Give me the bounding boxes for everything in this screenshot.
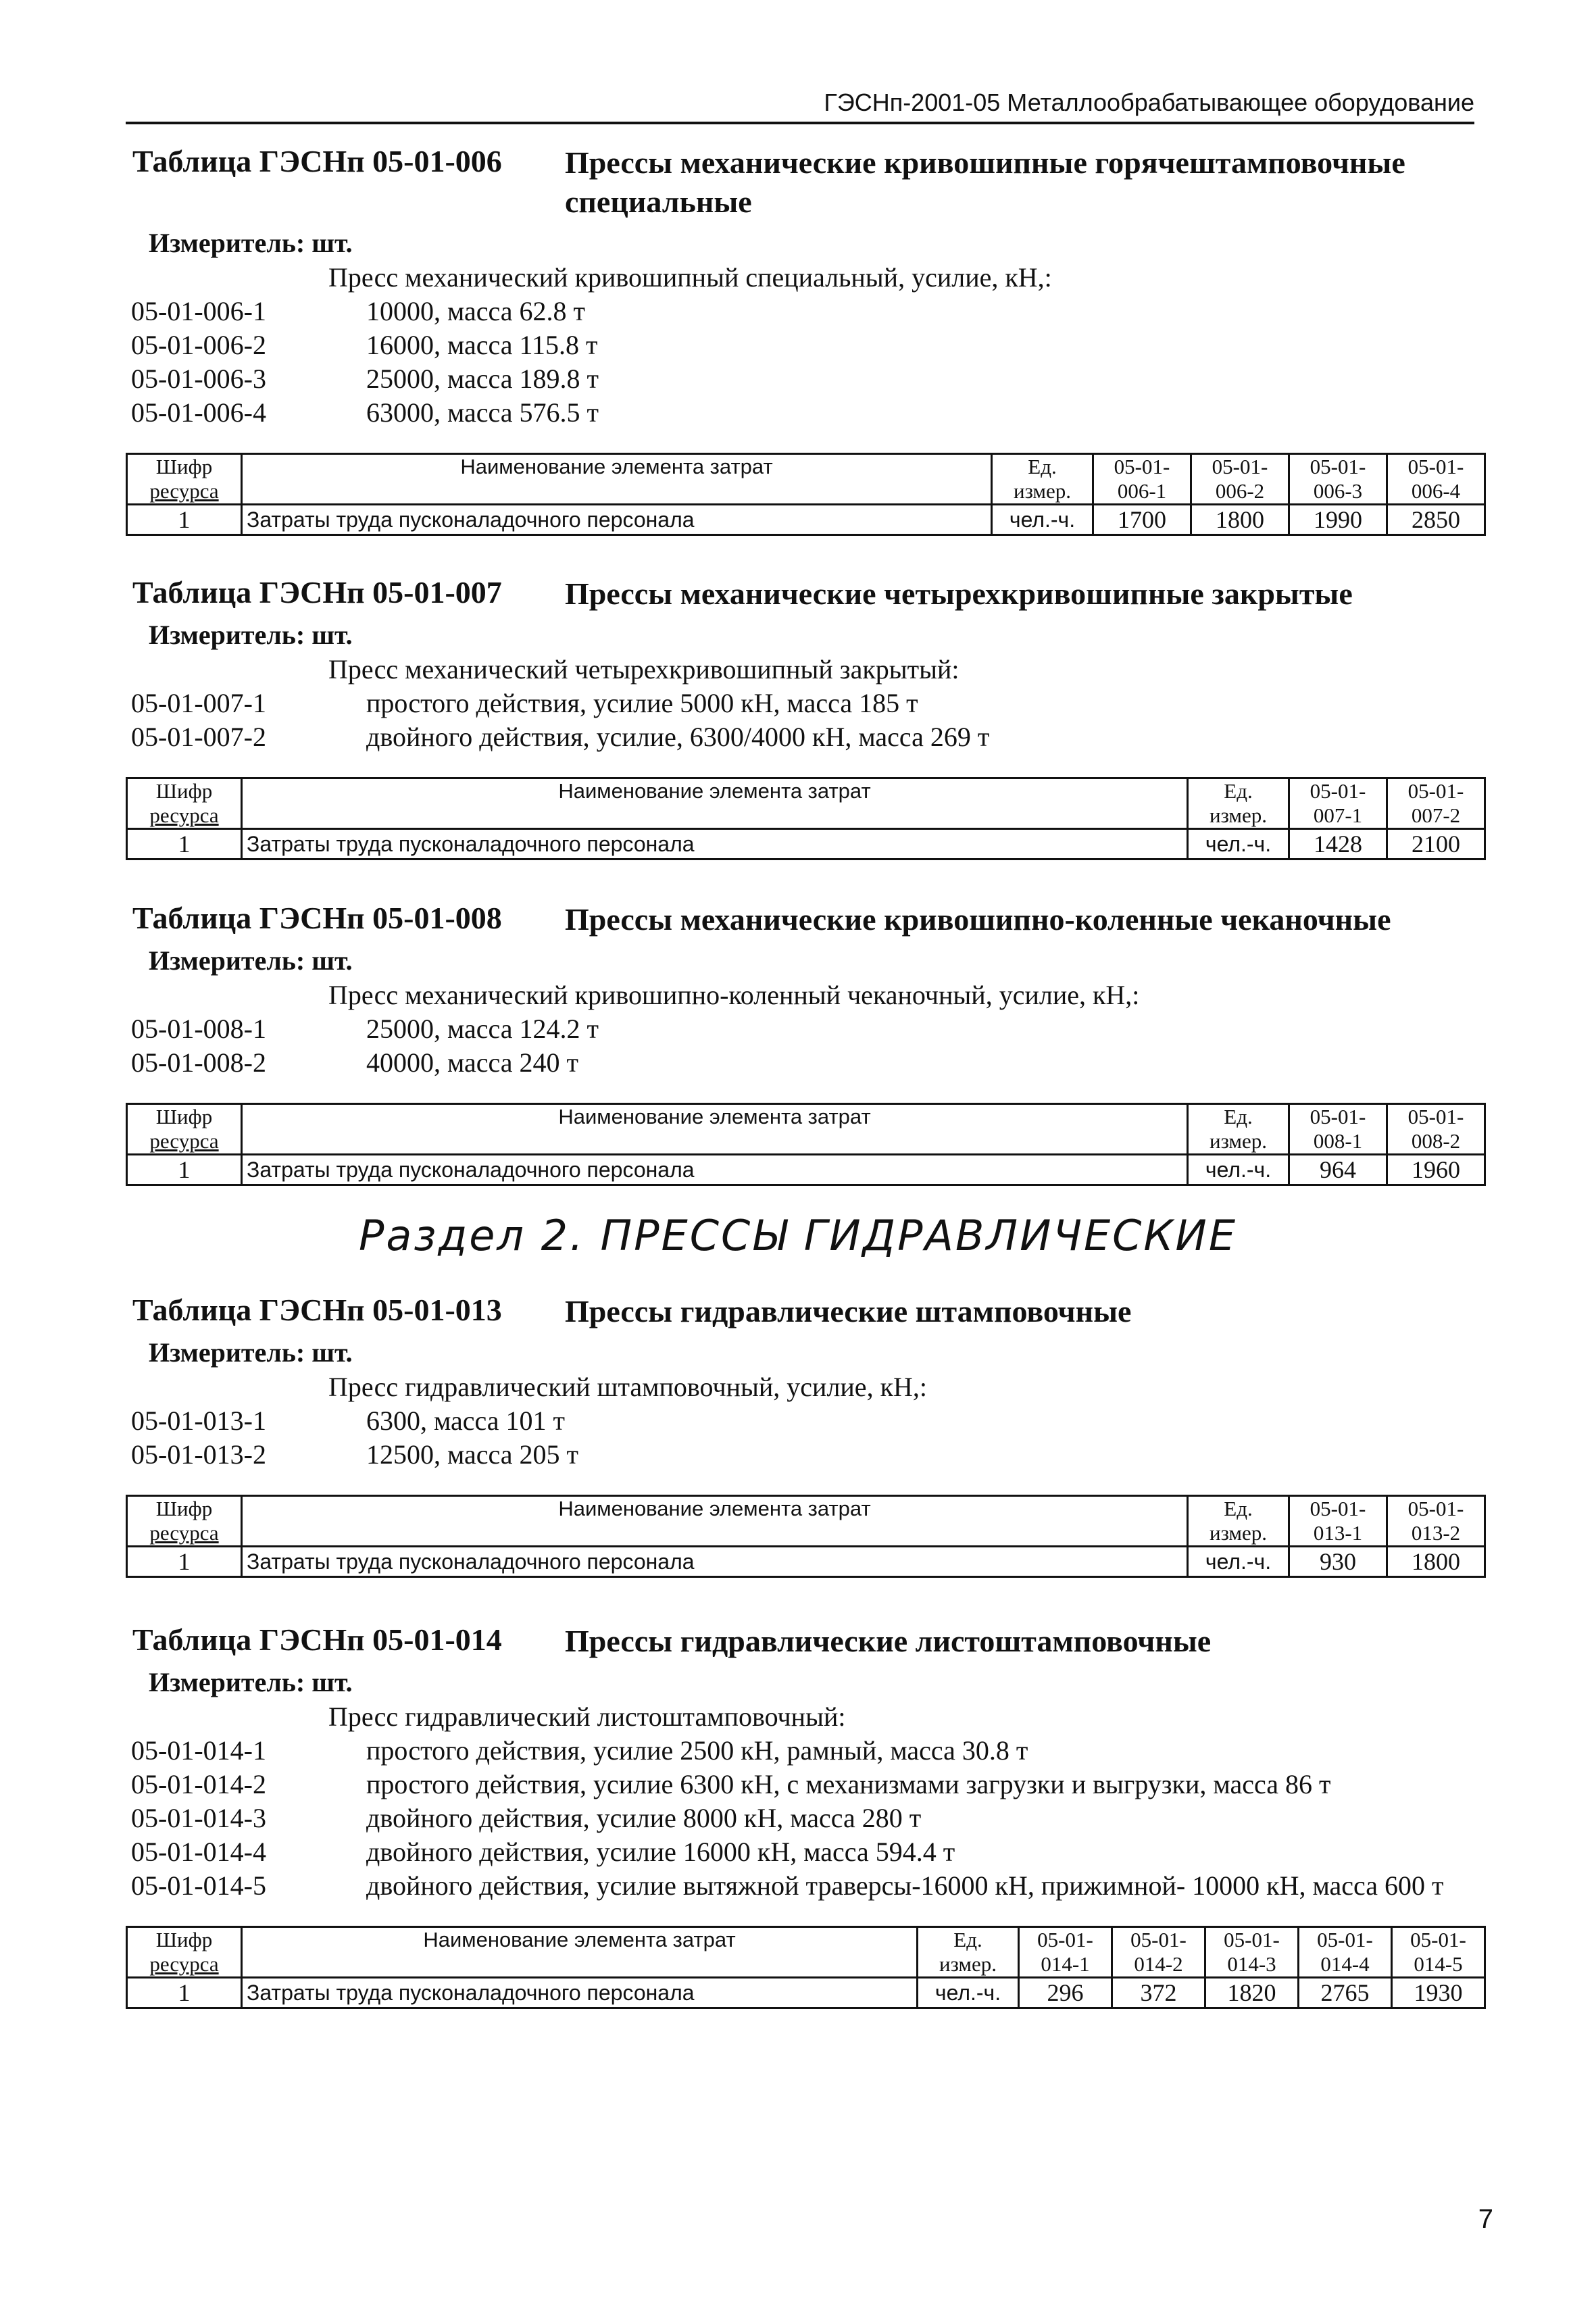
col-code-label-1: Шифр [155,1105,213,1128]
col-code-label-1: Шифр [155,779,213,803]
row-name: Затраты труда пусконаладочного персонала [242,829,1188,860]
item-code: 05-01-014-1 [131,1735,266,1766]
table-title: Прессы гидравлические листоштамповочные [565,1624,1212,1658]
col-code-top: 05-01- [1407,779,1464,803]
section-heading-2: Раздел 2. ПРЕССЫ ГИДРАВЛИЧЕСКИЕ [358,1211,1237,1260]
col-code-bottom: 014-5 [1414,1952,1463,1976]
row-value: 1700 [1093,505,1191,535]
list-item [126,295,1484,328]
row-name: Затраты труда пусконаладочного персонала [242,1155,1188,1185]
item-code: 05-01-014-2 [131,1769,266,1799]
col-code-top: 05-01- [1310,1497,1366,1520]
section-table-013 [126,1292,1484,1578]
intro-text: Пресс гидравлический листоштамповочный: [328,1701,846,1732]
col-code-label-2: ресурса [149,1952,219,1976]
table-row [127,1547,1485,1577]
table-row [127,1978,1485,2008]
item-desc: 25000, масса 189.8 т [366,364,599,394]
row-value: 1428 [1289,829,1387,860]
row-code: 1 [127,505,242,535]
col-name-header: Наименование элемента затрат [242,1104,1188,1155]
row-name: Затраты труда пусконаладочного персонала [242,505,992,535]
item-desc: двойного действия, усилие, 6300/4000 кН, масса 269 т [366,722,990,752]
table-number: Таблица ГЭСНп 05-01-008 [132,901,502,935]
col-code-bottom: 007-1 [1313,803,1363,827]
col-code-header [127,454,242,505]
col-code-top: 05-01- [1212,455,1268,478]
col-code-bottom: 014-2 [1134,1952,1183,1976]
table-header-row [127,1104,1485,1155]
col-name-header: Наименование элемента затрат [242,1496,1188,1547]
col-code-top: 05-01- [1410,1928,1466,1951]
col-header [1191,454,1289,505]
col-header [1387,454,1485,505]
row-value: 296 [1019,1978,1112,2008]
col-code-top: 05-01- [1407,455,1464,478]
row-value: 964 [1289,1155,1387,1185]
col-code-bottom: 013-2 [1411,1521,1461,1545]
col-code-top: 05-01- [1114,455,1170,478]
row-code: 1 [127,829,242,860]
list-item [126,1438,1484,1472]
item-code: 05-01-007-1 [131,688,266,718]
row-unit: чел.-ч. [1188,1547,1289,1577]
item-desc: простого действия, усилие 2500 кН, рамный, масса 30.8 т [366,1735,1028,1766]
col-code-label-2: ресурса [149,803,219,827]
col-code-top: 05-01- [1037,1928,1093,1951]
list-item [126,1012,1484,1046]
row-code: 1 [127,1547,242,1577]
col-unit-header: Ед. измер. [992,454,1093,505]
row-value: 2765 [1299,1978,1392,2008]
row-value: 1990 [1289,505,1387,535]
list-item [126,1869,1484,1903]
row-unit: чел.-ч. [992,505,1093,535]
row-name: Затраты труда пусконаладочного персонала [242,1547,1188,1577]
table-title: Прессы механические четырехкривошипные закрытые [565,576,1353,611]
col-header [1289,1496,1387,1547]
item-code: 05-01-006-4 [131,397,266,428]
resource-table [126,777,1486,860]
row-code: 1 [127,1978,242,2008]
table-number: Таблица ГЭСНп 05-01-013 [132,1293,502,1327]
section-table-014 [126,1622,1484,2009]
col-code-label-1: Шифр [155,1497,213,1520]
col-name-header: Наименование элемента затрат [242,1927,918,1978]
col-unit-header: Ед. измер. [1188,1496,1289,1547]
table-row [127,829,1485,860]
list-item [126,687,1484,720]
list-item [126,1734,1484,1768]
item-code: 05-01-006-1 [131,296,266,326]
item-desc: 12500, масса 205 т [366,1439,579,1470]
running-header [126,86,1474,124]
col-header [1387,778,1485,829]
row-value: 1930 [1392,1978,1485,2008]
running-header-text: ГЭСНп-2001-05 Металлообрабатывающее оборудование [824,89,1474,116]
table-title: Прессы механические кривошипные горячештамповочные специальные [565,145,1405,219]
page-number: 7 [1478,2204,1493,2234]
item-desc: 25000, масса 124.2 т [366,1014,599,1044]
list-item [126,1835,1484,1869]
row-value: 1800 [1387,1547,1485,1577]
table-row [127,505,1485,535]
col-header [1019,1927,1112,1978]
row-unit: чел.-ч. [1188,829,1289,860]
item-desc: простого действия, усилие 6300 кН, с механизмами загрузки и выгрузки, масса 86 т [366,1769,1331,1799]
intro-text: Пресс механический четырехкривошипный закрытый: [328,654,959,684]
col-code-top: 05-01- [1407,1497,1464,1520]
measure-unit: Измеритель: шт. [149,620,353,650]
section-table-008 [126,900,1484,1186]
col-code-bottom: 006-4 [1411,479,1461,503]
item-desc: простого действия, усилие 5000 кН, масса 185 т [366,688,918,718]
list-item [126,328,1484,362]
item-desc: 16000, масса 115.8 т [366,330,598,360]
col-code-bottom: 008-1 [1313,1129,1363,1153]
row-unit: чел.-ч. [918,1978,1019,2008]
section-table-006 [126,143,1484,536]
col-code-top: 05-01- [1310,1105,1366,1128]
row-code: 1 [127,1155,242,1185]
list-item [126,1801,1484,1835]
col-code-label-1: Шифр [155,455,213,478]
item-desc: двойного действия, усилие вытяжной траверсы-16000 кН, прижимной- 10000 кН, масса 600 т [366,1870,1444,1901]
row-value: 1820 [1205,1978,1299,2008]
table-heading [126,1622,1484,1661]
table-number: Таблица ГЭСНп 05-01-014 [132,1622,502,1657]
table-title: Прессы гидравлические штамповочные [565,1294,1132,1328]
col-header [1392,1927,1485,1978]
list-item [126,720,1484,754]
col-unit-header: Ед. измер. [1188,1104,1289,1155]
col-code-label-2: ресурса [149,479,219,503]
intro-text: Пресс механический кривошипный специальный, усилие, кН,: [328,262,1052,293]
section-table-007 [126,574,1484,860]
col-code-top: 05-01- [1130,1928,1187,1951]
item-desc: 63000, масса 576.5 т [366,397,599,428]
row-value: 1960 [1387,1155,1485,1185]
col-header [1289,454,1387,505]
col-header [1112,1927,1205,1978]
col-code-bottom: 008-2 [1411,1129,1461,1153]
col-header [1205,1927,1299,1978]
col-code-bottom: 014-1 [1041,1952,1090,1976]
table-header-row [127,778,1485,829]
col-header [1387,1496,1485,1547]
table-header-row [127,1496,1485,1547]
list-item [126,1046,1484,1080]
item-code: 05-01-014-5 [131,1870,266,1901]
list-item [126,396,1484,430]
col-header [1299,1927,1392,1978]
item-desc: 6300, масса 101 т [366,1405,566,1436]
intro-text: Пресс механический кривошипно-коленный чеканочный, усилие, кН,: [328,980,1140,1010]
table-heading [126,574,1484,614]
col-header [1093,454,1191,505]
col-header [1289,778,1387,829]
table-heading [126,1292,1484,1331]
measure-unit: Измеритель: шт. [149,1337,353,1368]
col-code-bottom: 006-3 [1313,479,1363,503]
measure-unit: Измеритель: шт. [149,945,353,976]
col-code-label-2: ресурса [149,1129,219,1153]
item-code: 05-01-006-3 [131,364,266,394]
col-code-label-1: Шифр [155,1928,213,1951]
item-desc: 10000, масса 62.8 т [366,296,586,326]
list-item [126,1404,1484,1438]
row-unit: чел.-ч. [1188,1155,1289,1185]
table-number: Таблица ГЭСНп 05-01-007 [132,575,502,609]
list-item [126,1768,1484,1801]
list-item [126,362,1484,396]
col-code-bottom: 006-1 [1117,479,1167,503]
row-value: 1800 [1191,505,1289,535]
row-value: 930 [1289,1547,1387,1577]
measure-unit: Измеритель: шт. [149,228,353,258]
col-header [1387,1104,1485,1155]
measure-unit: Измеритель: шт. [149,1667,353,1697]
item-desc: 40000, масса 240 т [366,1047,579,1078]
item-desc: двойного действия, усилие 8000 кН, масса 280 т [366,1803,922,1833]
col-unit-header: Ед. измер. [1188,778,1289,829]
item-code: 05-01-013-1 [131,1405,266,1436]
table-number: Таблица ГЭСНп 05-01-006 [132,144,502,178]
row-value: 2850 [1387,505,1485,535]
row-value: 2100 [1387,829,1485,860]
col-code-bottom: 014-4 [1320,1952,1370,1976]
item-code: 05-01-013-2 [131,1439,266,1470]
col-code-header [127,1927,242,1978]
col-name-header: Наименование элемента затрат [242,778,1188,829]
col-code-top: 05-01- [1310,455,1366,478]
col-code-header [127,1104,242,1155]
resource-table [126,453,1486,536]
resource-table [126,1495,1486,1578]
col-unit-header: Ед. измер. [918,1927,1019,1978]
col-code-top: 05-01- [1224,1928,1280,1951]
item-code: 05-01-006-2 [131,330,266,360]
col-code-header [127,1496,242,1547]
col-code-top: 05-01- [1317,1928,1373,1951]
table-heading [126,900,1484,939]
col-code-bottom: 007-2 [1411,803,1461,827]
table-header-row [127,1927,1485,1978]
col-code-top: 05-01- [1407,1105,1464,1128]
intro-text: Пресс гидравлический штамповочный, усилие, кН,: [328,1372,927,1402]
item-code: 05-01-008-2 [131,1047,266,1078]
item-code: 05-01-008-1 [131,1014,266,1044]
col-code-label-2: ресурса [149,1521,219,1545]
col-code-top: 05-01- [1310,779,1366,803]
table-heading [126,143,1484,222]
col-header [1289,1104,1387,1155]
resource-table [126,1926,1486,2009]
item-code: 05-01-014-4 [131,1837,266,1867]
col-code-bottom: 006-2 [1215,479,1265,503]
col-name-header: Наименование элемента затрат [242,454,992,505]
item-desc: двойного действия, усилие 16000 кН, масса 594.4 т [366,1837,955,1867]
resource-table [126,1103,1486,1186]
table-row [127,1155,1485,1185]
item-code: 05-01-007-2 [131,722,266,752]
table-title: Прессы механические кривошипно-коленные чеканочные [565,902,1391,937]
item-code: 05-01-014-3 [131,1803,266,1833]
table-header-row [127,454,1485,505]
row-name: Затраты труда пусконаладочного персонала [242,1978,918,2008]
col-code-header [127,778,242,829]
row-value: 372 [1112,1978,1205,2008]
col-code-bottom: 014-3 [1227,1952,1276,1976]
col-code-bottom: 013-1 [1313,1521,1363,1545]
